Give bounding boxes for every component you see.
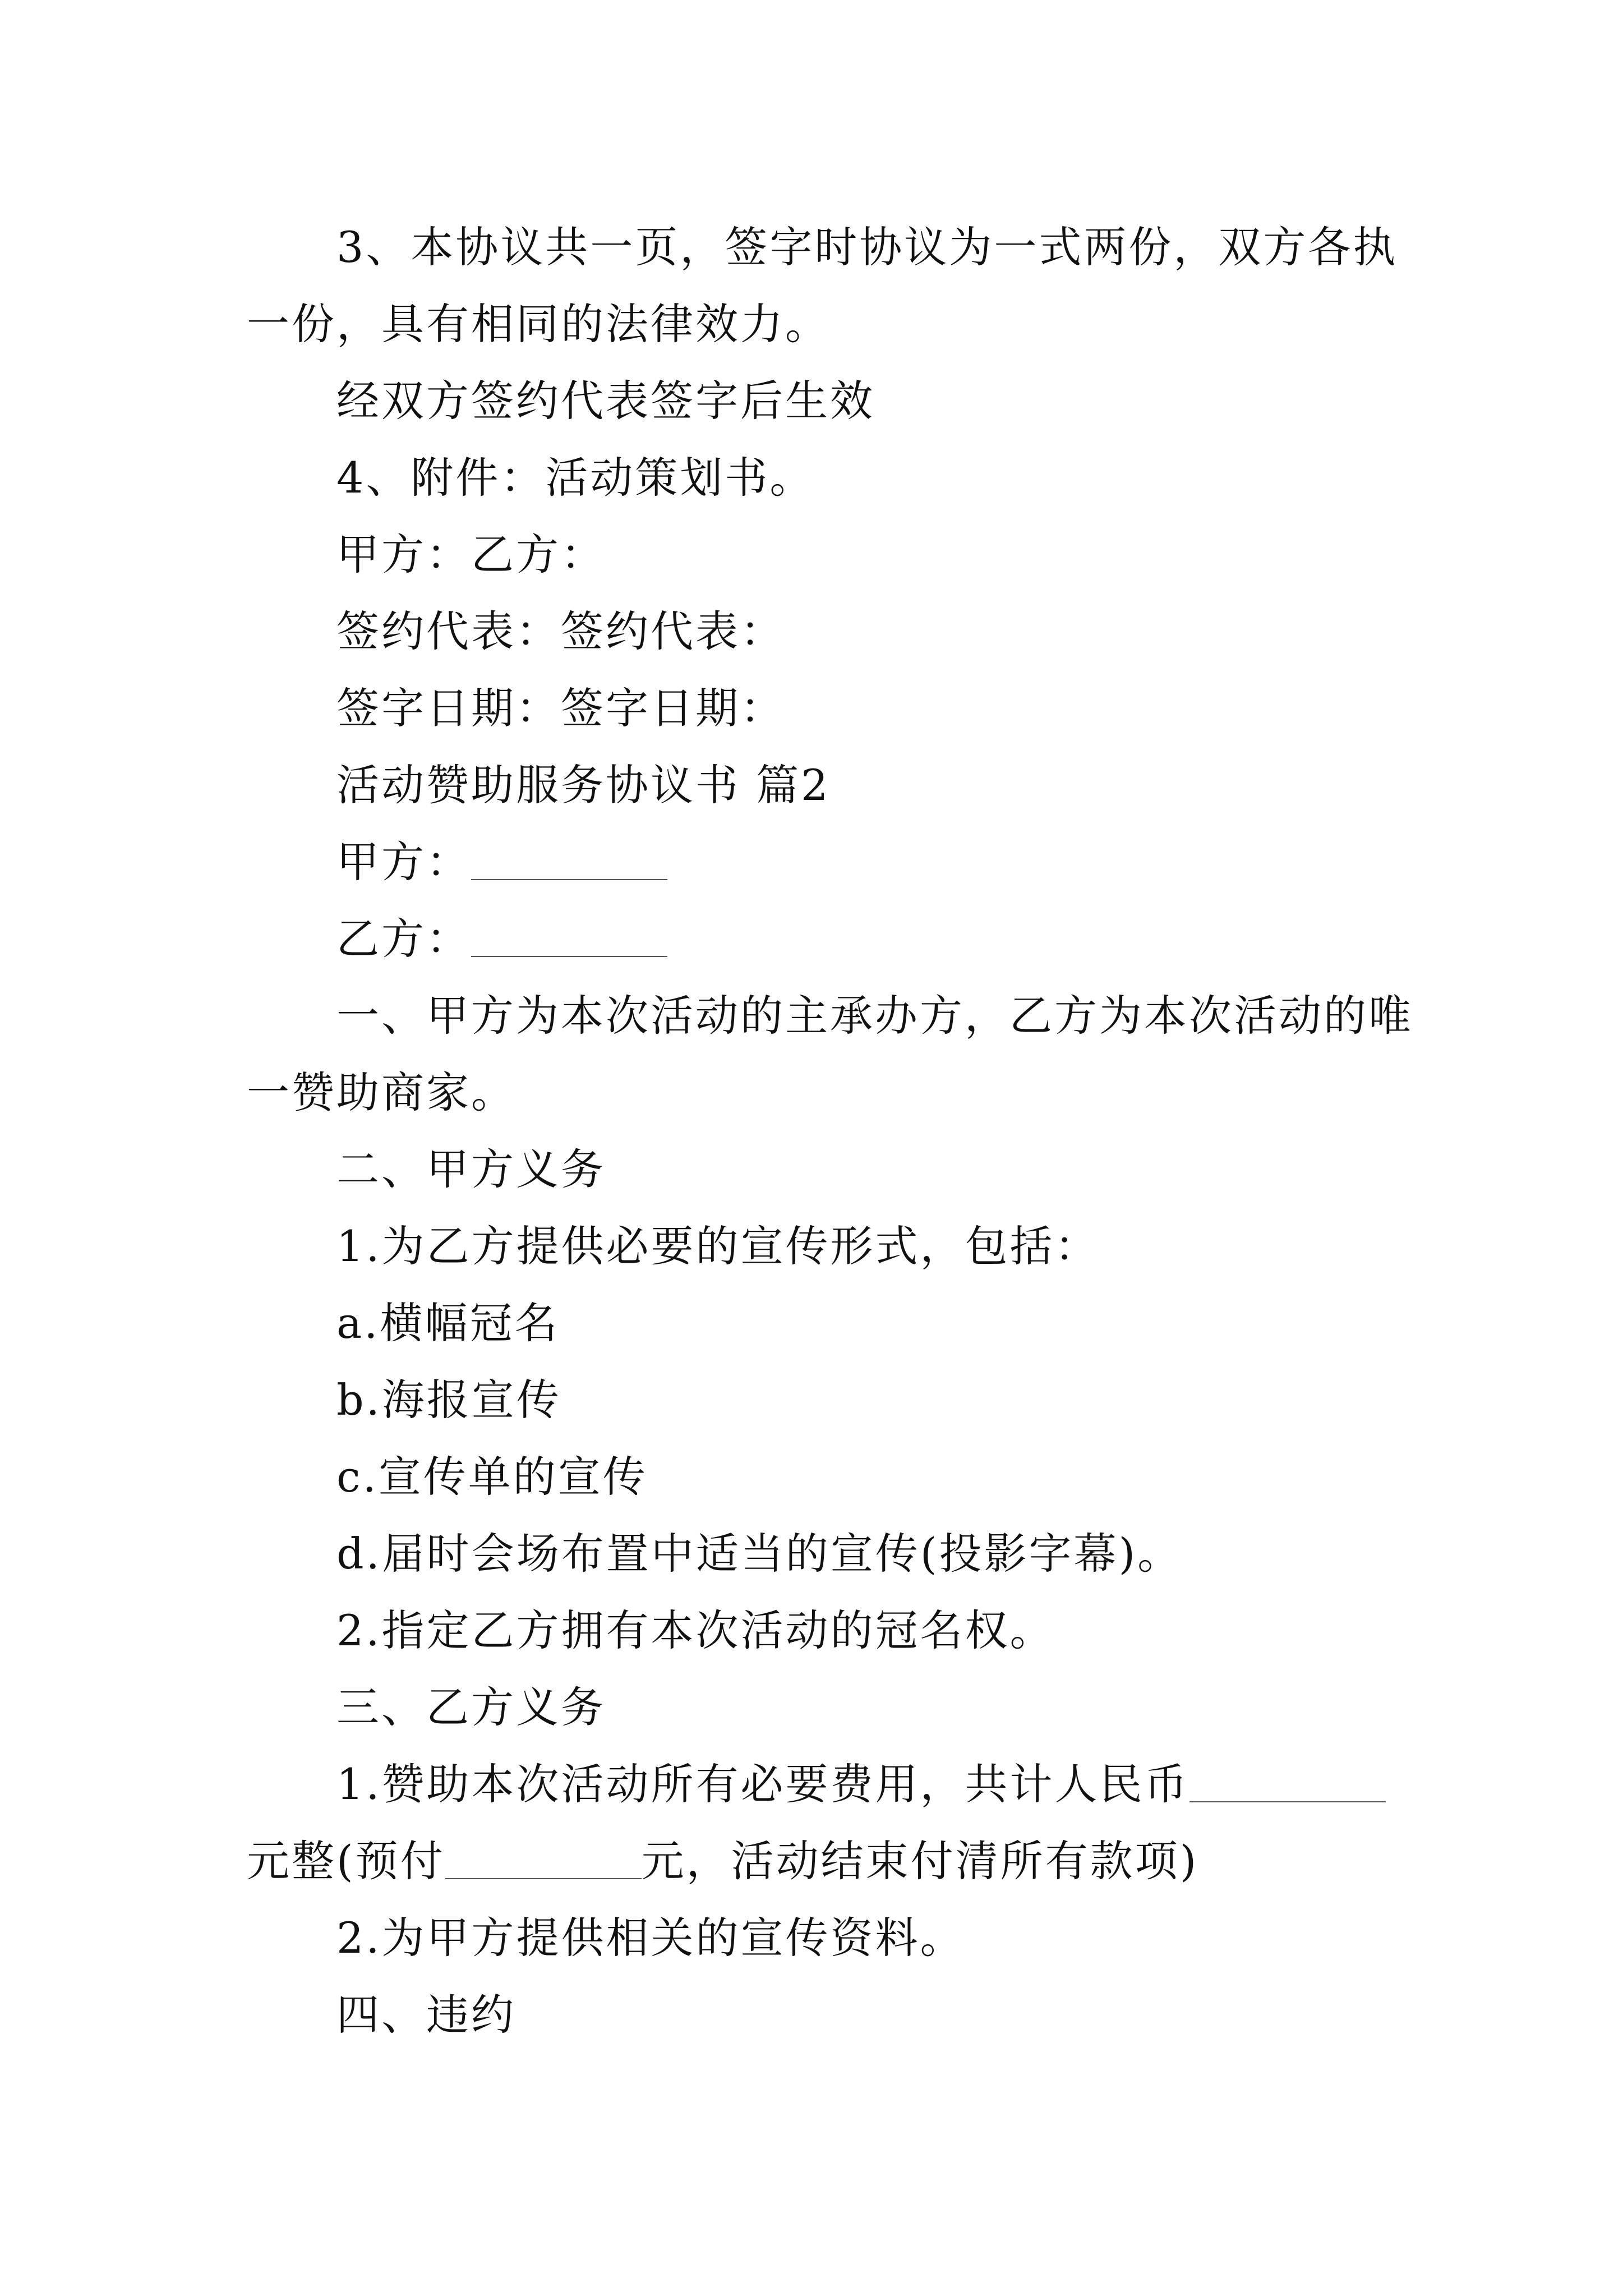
party-labels: 甲方：乙方： [336, 530, 606, 579]
party-a-label: 甲方： [336, 837, 471, 887]
section-3-heading: 三、乙方义务 [336, 1682, 606, 1732]
section-2-item-2: 2.指定乙方拥有本次活动的冠名权。 [336, 1605, 1055, 1655]
party-b-row [247, 900, 1391, 977]
section-2-sub-item-a: a.横幅冠名 [336, 1298, 560, 1348]
section-1-line-2: 一赞助商家。 [247, 1068, 516, 1117]
section-3-item-1-row [247, 1746, 1391, 1823]
sponsorship-amount-blank[interactable] [1189, 1768, 1386, 1802]
section-2-item-1: 1.为乙方提供必要的宣传形式，包括： [336, 1221, 1100, 1271]
section-2-sub-item-d: d.届时会场布置中适当的宣传(投影字幕)。 [336, 1529, 1183, 1579]
clause-4-attachment: 4、附件：活动策划书。 [336, 453, 815, 503]
party-b-blank[interactable] [471, 922, 667, 957]
section-2-heading: 二、甲方义务 [336, 1144, 606, 1194]
section-2-sub-item-b: b.海报宣传 [336, 1375, 561, 1425]
document-body [247, 209, 1413, 2053]
party-a-blank[interactable] [471, 845, 667, 880]
section-3-item-1-cont-b: 元，活动结束付清所有款项) [641, 1836, 1199, 1886]
part-2-title: 活动赞助服务协议书 篇2 [336, 760, 831, 810]
clause-3-line-1: 3、本协议共一页，签字时协议为一式两份，双方各执 [336, 222, 1398, 272]
section-1-line-1: 一、甲方为本次活动的主承办方，乙方为本次活动的唯 [336, 991, 1413, 1041]
party-b-label: 乙方： [336, 914, 471, 964]
section-3-item-2: 2.为甲方提供相关的宣传资料。 [336, 1913, 965, 1963]
representative-labels: 签约代表：签约代表： [336, 606, 785, 656]
section-3-item-1-start: 1.赞助本次活动所有必要费用，共计人民币 [336, 1759, 1189, 1809]
effective-note: 经双方签约代表签字后生效 [336, 376, 875, 426]
section-3-item-1-cont-a: 元整(预付 [247, 1836, 445, 1886]
signature-date-labels: 签字日期：签字日期： [336, 683, 785, 733]
clause-3-line-2: 一份，具有相同的法律效力。 [247, 299, 830, 349]
section-3-item-1-cont-row [247, 1823, 1391, 1899]
party-a-row [247, 823, 1391, 900]
section-2-sub-item-c: c.宣传单的宣传 [336, 1452, 648, 1502]
section-4-heading: 四、违约 [336, 1990, 516, 2040]
prepayment-amount-blank[interactable] [445, 1844, 642, 1879]
